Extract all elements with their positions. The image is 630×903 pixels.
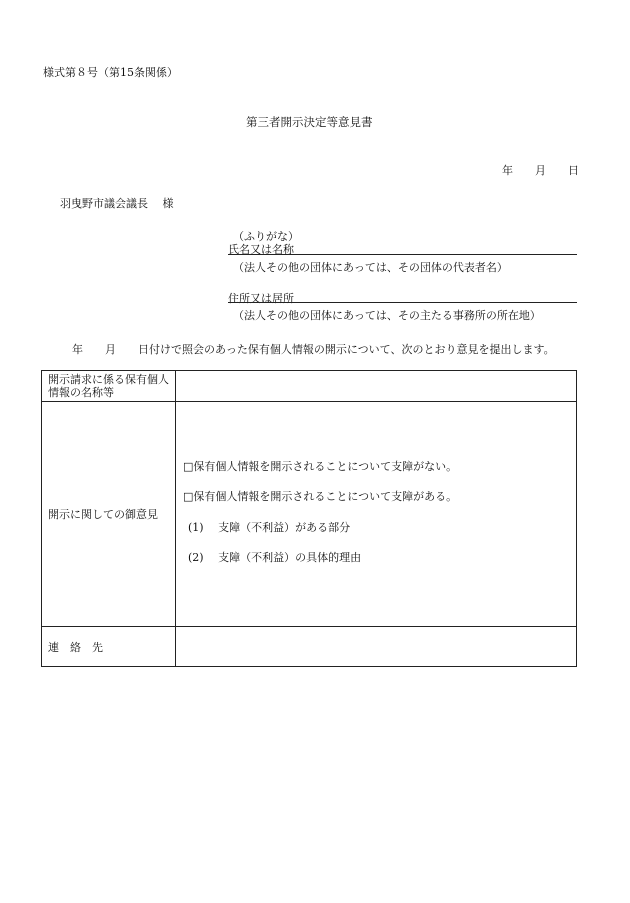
record-name-label-text: 開示請求に係る保有個人情報の名称等 <box>48 373 169 399</box>
objection-part-item: (1) 支障（不利益）がある部分 <box>188 521 351 534</box>
objection-reason-item: (2) 支障（不利益）の具体的理由 <box>188 551 362 564</box>
opinion-table <box>41 370 577 667</box>
name-underline <box>228 254 577 255</box>
addressee: 羽曳野市議会議長 様 <box>60 197 174 210</box>
date-line: 年 月 日 <box>502 164 579 177</box>
contact-label <box>42 627 176 667</box>
table-row <box>42 371 577 402</box>
opinion-label <box>42 402 176 627</box>
address-note: （法人その他の団体にあっては、その主たる事務所の所在地） <box>233 309 541 322</box>
table-row <box>42 402 577 627</box>
name-label: 氏名又は名称 <box>228 243 294 256</box>
name-note: （法人その他の団体にあっては、その団体の代表者名） <box>233 261 508 274</box>
record-name-label <box>42 371 176 402</box>
record-name-cell[interactable] <box>176 371 577 402</box>
document-title: 第三者開示決定等意見書 <box>246 115 373 129</box>
intro-text: 年 月 日付けで照会のあった保有個人情報の開示について、次のとおり意見を提出します。 <box>72 343 555 356</box>
opinion-label-text: 開示に関しての御意見 <box>48 508 158 521</box>
contact-cell[interactable] <box>176 627 577 667</box>
opinion-cell[interactable] <box>176 402 577 627</box>
address-underline <box>228 302 577 303</box>
form-number: 様式第８号（第15条関係） <box>43 66 178 79</box>
table-row <box>42 627 577 667</box>
address-label: 住所又は居所 <box>228 292 294 305</box>
contact-label-text: 連 絡 先 <box>48 640 103 654</box>
option-objection[interactable]: □保有個人情報を開示されることについて支障がある。 <box>183 490 458 503</box>
furigana-label: （ふりがな） <box>233 230 299 243</box>
option-no-objection[interactable]: □保有個人情報を開示されることについて支障がない。 <box>183 460 458 473</box>
